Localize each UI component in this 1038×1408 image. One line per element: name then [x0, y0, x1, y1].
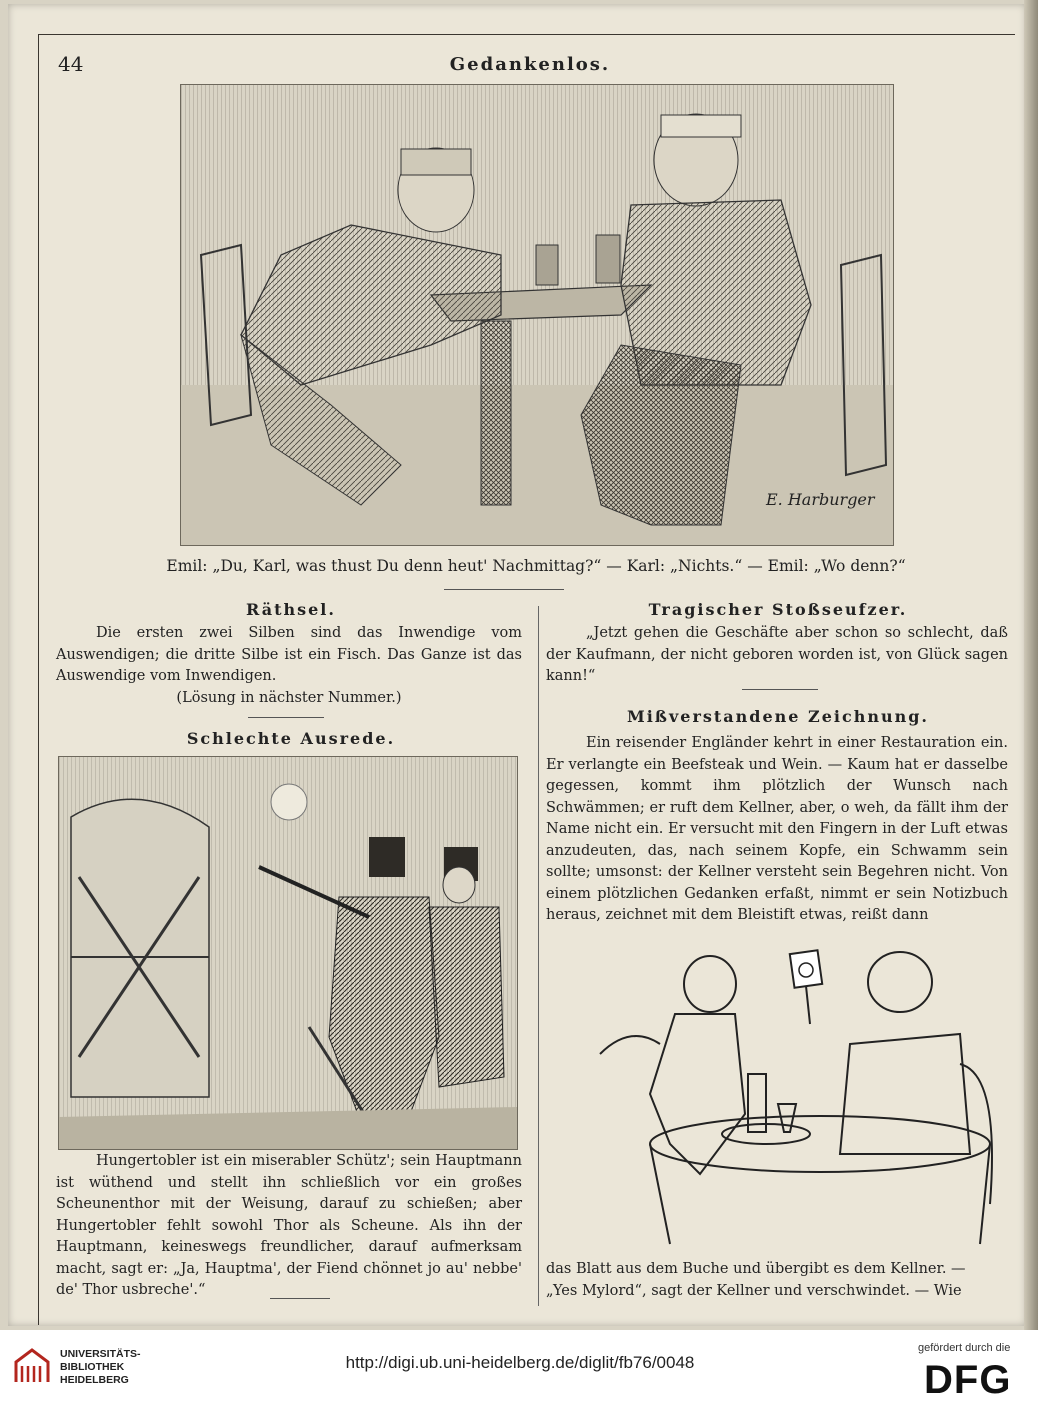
- illustration-soldiers-barn: [58, 756, 518, 1150]
- page-edge-shadow: [1024, 0, 1038, 1330]
- column-divider: [538, 606, 539, 1306]
- zeichnung-continuation-2: „Yes Mylord“, sagt der Kellner und verschwindet. — Wie: [546, 1283, 962, 1299]
- ausrede-rule: [270, 1298, 330, 1299]
- top-caption: Emil: „Du, Karl, was thust Du denn heut' Nachmittag?“ — Karl: „Nichts.“ — Emil: „Wo denn?“: [166, 557, 906, 575]
- tragisch-rule: [742, 689, 818, 690]
- university-library-logo-icon: [12, 1346, 52, 1390]
- ausrede-title: Schlechte Ausrede.: [186, 729, 396, 748]
- illustration-signature: E. Harburger: [766, 490, 875, 509]
- raethsel-body: Die ersten zwei Silben sind das Inwendige vom Auswendigen; die dritte Silbe ist ein Fisch. Das Ganze ist das Auswendige vom Inwendigen.: [56, 625, 522, 684]
- library-line-3: HEIDELBERG: [60, 1374, 129, 1386]
- page-title: Gedankenlos.: [449, 54, 611, 75]
- funding-label: gefördert durch die: [918, 1342, 1011, 1354]
- ausrede-body: Hungertobler ist ein miserabler Schütz'; sein Hauptmann ist wüthend und stellt ihn schließlich vor ein großes Scheunenthor mit der Weisung, darauf zu schießen; aber Hungertobler fehlt sowohl Thor als Scheune. Als ihn der Hauptmann, keineswegs freundlicher, darauf aufmerksam macht, sagt er: „Ja, Hauptma', der Fiend chönnet jo au' nebbe' de' Thor usbreche'.“: [56, 1153, 522, 1298]
- zeichnung-continuation-1: das Blatt aus dem Buche und übergibt es dem Kellner. —: [546, 1261, 966, 1277]
- dfg-logo: DFG: [924, 1358, 1012, 1402]
- illustration-beer-table: [180, 84, 894, 546]
- raethsel-note: (Lösung in nächster Nummer.): [176, 690, 402, 706]
- raethsel-rule: [248, 717, 324, 718]
- zeichnung-body: Ein reisender Engländer kehrt in einer Restauration ein. Er verlangte ein Beefsteak und Wein. — Kaum hat er dasselbe gegessen, kommt ihm plötzlich der Wunsch nach Schwämmen; er ruft dem Kellner, aber, o weh, da fällt ihm der Name nicht ein. Er versucht mit den Fingern in der Luft etwas anzudeuten, das, nach seinem Kopfe, ein Schwamm sein sollte; umsonst: der Kellner versteht sein Begehren nicht. Von einem plötzlichen Gedanken erfaßt, nimmt er sein Notizbuch heraus, zeichnet mit dem Bleistift etwas, reißt dann: [546, 735, 1008, 923]
- raethsel-title: Räthsel.: [246, 600, 336, 619]
- englishman-waiter-drawing: [560, 944, 1004, 1256]
- library-line-2: BIBLIOTHEK: [60, 1361, 125, 1373]
- beer-table-drawing: [181, 85, 893, 545]
- zeichnung-title: Mißverstandene Zeichnung.: [627, 707, 929, 726]
- university-library-name: [60, 1348, 141, 1387]
- viewer-footer: [0, 1330, 1038, 1408]
- soldiers-barn-drawing: [59, 757, 517, 1149]
- library-line-1: UNIVERSITÄTS-: [60, 1348, 141, 1360]
- caption-rule: [444, 589, 564, 590]
- permalink-url[interactable]: http://digi.ub.uni-heidelberg.de/diglit/fb76/0048: [345, 1353, 695, 1372]
- tragisch-title: Tragischer Stoßseufzer.: [648, 600, 908, 619]
- tragisch-body: „Jetzt gehen die Geschäfte aber schon so schlecht, daß der Kaufmann, der nicht geboren worden ist, von Glück sagen kann!“: [546, 625, 1008, 684]
- page-number: 44: [58, 52, 84, 76]
- illustration-englishman-waiter: [560, 944, 1004, 1256]
